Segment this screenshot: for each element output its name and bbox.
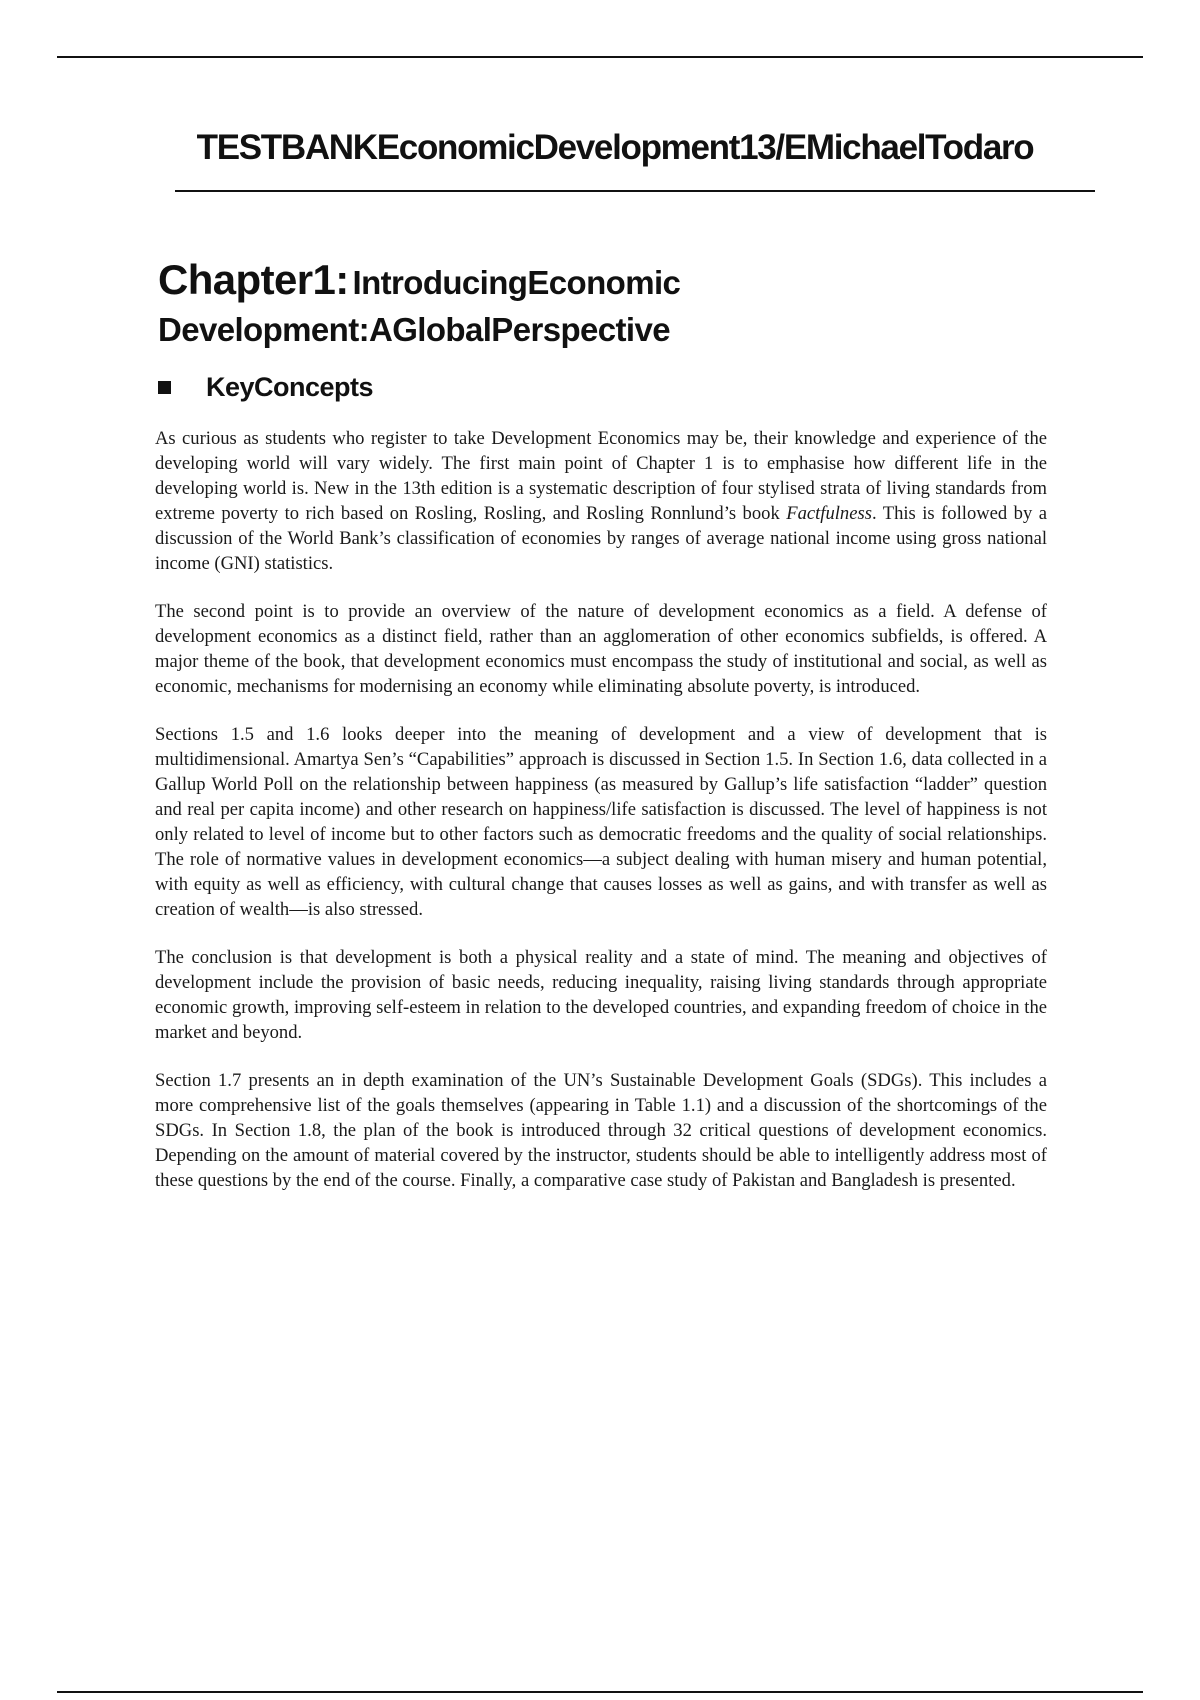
square-bullet-icon xyxy=(158,381,171,394)
bottom-rule xyxy=(57,1691,1143,1693)
chapter-title xyxy=(158,256,1058,357)
paragraph-3: Sections 1.5 and 1.6 looks deeper into the meaning of development and a view of development that is multidimensional. Amartya Sen’s “Capabilities” approach is discussed in Section 1.5. In Section 1.6, data collected in a Gallup World Poll on the relationship between happiness (as measured by Gallup’s life satisfaction “ladder” question and real per capita income) and other research on happiness/life satisfaction is discussed. The level of happiness is not only related to level of income but to other factors such as democratic freedoms and the quality of social relationships. The role of normative values in development economics—a subject dealing with human misery and human potential, with equity as well as efficiency, with cultural change that causes losses as well as gains, and with transfer as well as creation of wealth—is also stressed. xyxy=(155,724,1047,920)
paragraph-1 xyxy=(155,426,1047,576)
header-underline xyxy=(175,190,1095,192)
chapter-number: Chapter1: xyxy=(158,256,349,303)
top-rule xyxy=(57,56,1143,58)
document-body xyxy=(155,426,1047,1216)
document-header-title: TESTBANKEconomicDevelopment13/EMichaelTodaro xyxy=(196,128,1034,167)
book-title: Factfulness xyxy=(786,503,872,524)
section-heading xyxy=(158,372,373,403)
section-heading-text: KeyConcepts xyxy=(206,372,374,402)
chapter-title-line2: Development:AGlobalPerspective xyxy=(158,311,670,348)
paragraph-5: Section 1.7 presents an in depth examination of the UN’s Sustainable Development Goals (SDGs). This includes a more comprehensive list of the goals themselves (appearing in Table 1.1) and a discussion of the shortcomings of the SDGs. In Section 1.8, the plan of the book is introduced through 32 critical questions of development economics. Depending on the amount of material covered by the instructor, students should be able to intelligently address most of these questions by the end of the course. Finally, a comparative case study of Pakistan and Bangladesh is presented. xyxy=(155,1070,1047,1191)
paragraph-2: The second point is to provide an overview of the nature of development economics as a field. A defense of development economics as a distinct field, rather than an agglomeration of other economics subfields, is offered. A major theme of the book, that development economics must encompass the study of institutional and social, as well as economic, mechanisms for modernising an economy while eliminating absolute poverty, is introduced. xyxy=(155,601,1047,697)
paragraph-4: The conclusion is that development is both a physical reality and a state of mind. The meaning and objectives of development include the provision of basic needs, reducing inequality, raising living standards through appropriate economic growth, improving self-esteem in relation to the developed countries, and expanding freedom of choice in the market and beyond. xyxy=(155,947,1047,1043)
paragraph-1-text-b: . This is followed by a discussion of the World Bank’s classification of economies by ranges of average national income using gross national income (GNI) statistics. xyxy=(155,503,1047,574)
chapter-title-line1: IntroducingEconomic xyxy=(352,264,681,301)
paragraph-1-text-a: As curious as students who register to take Development Economics may be, their knowledge and experience of the developing world will vary widely. The first main point of Chapter 1 is to emphasise how different life in the developing world is. New in the 13th edition is a systematic description of four stylised strata of living standards from extreme poverty to rich based on Rosling, Rosling, and Rosling Ronnlund’s book xyxy=(155,428,1047,524)
